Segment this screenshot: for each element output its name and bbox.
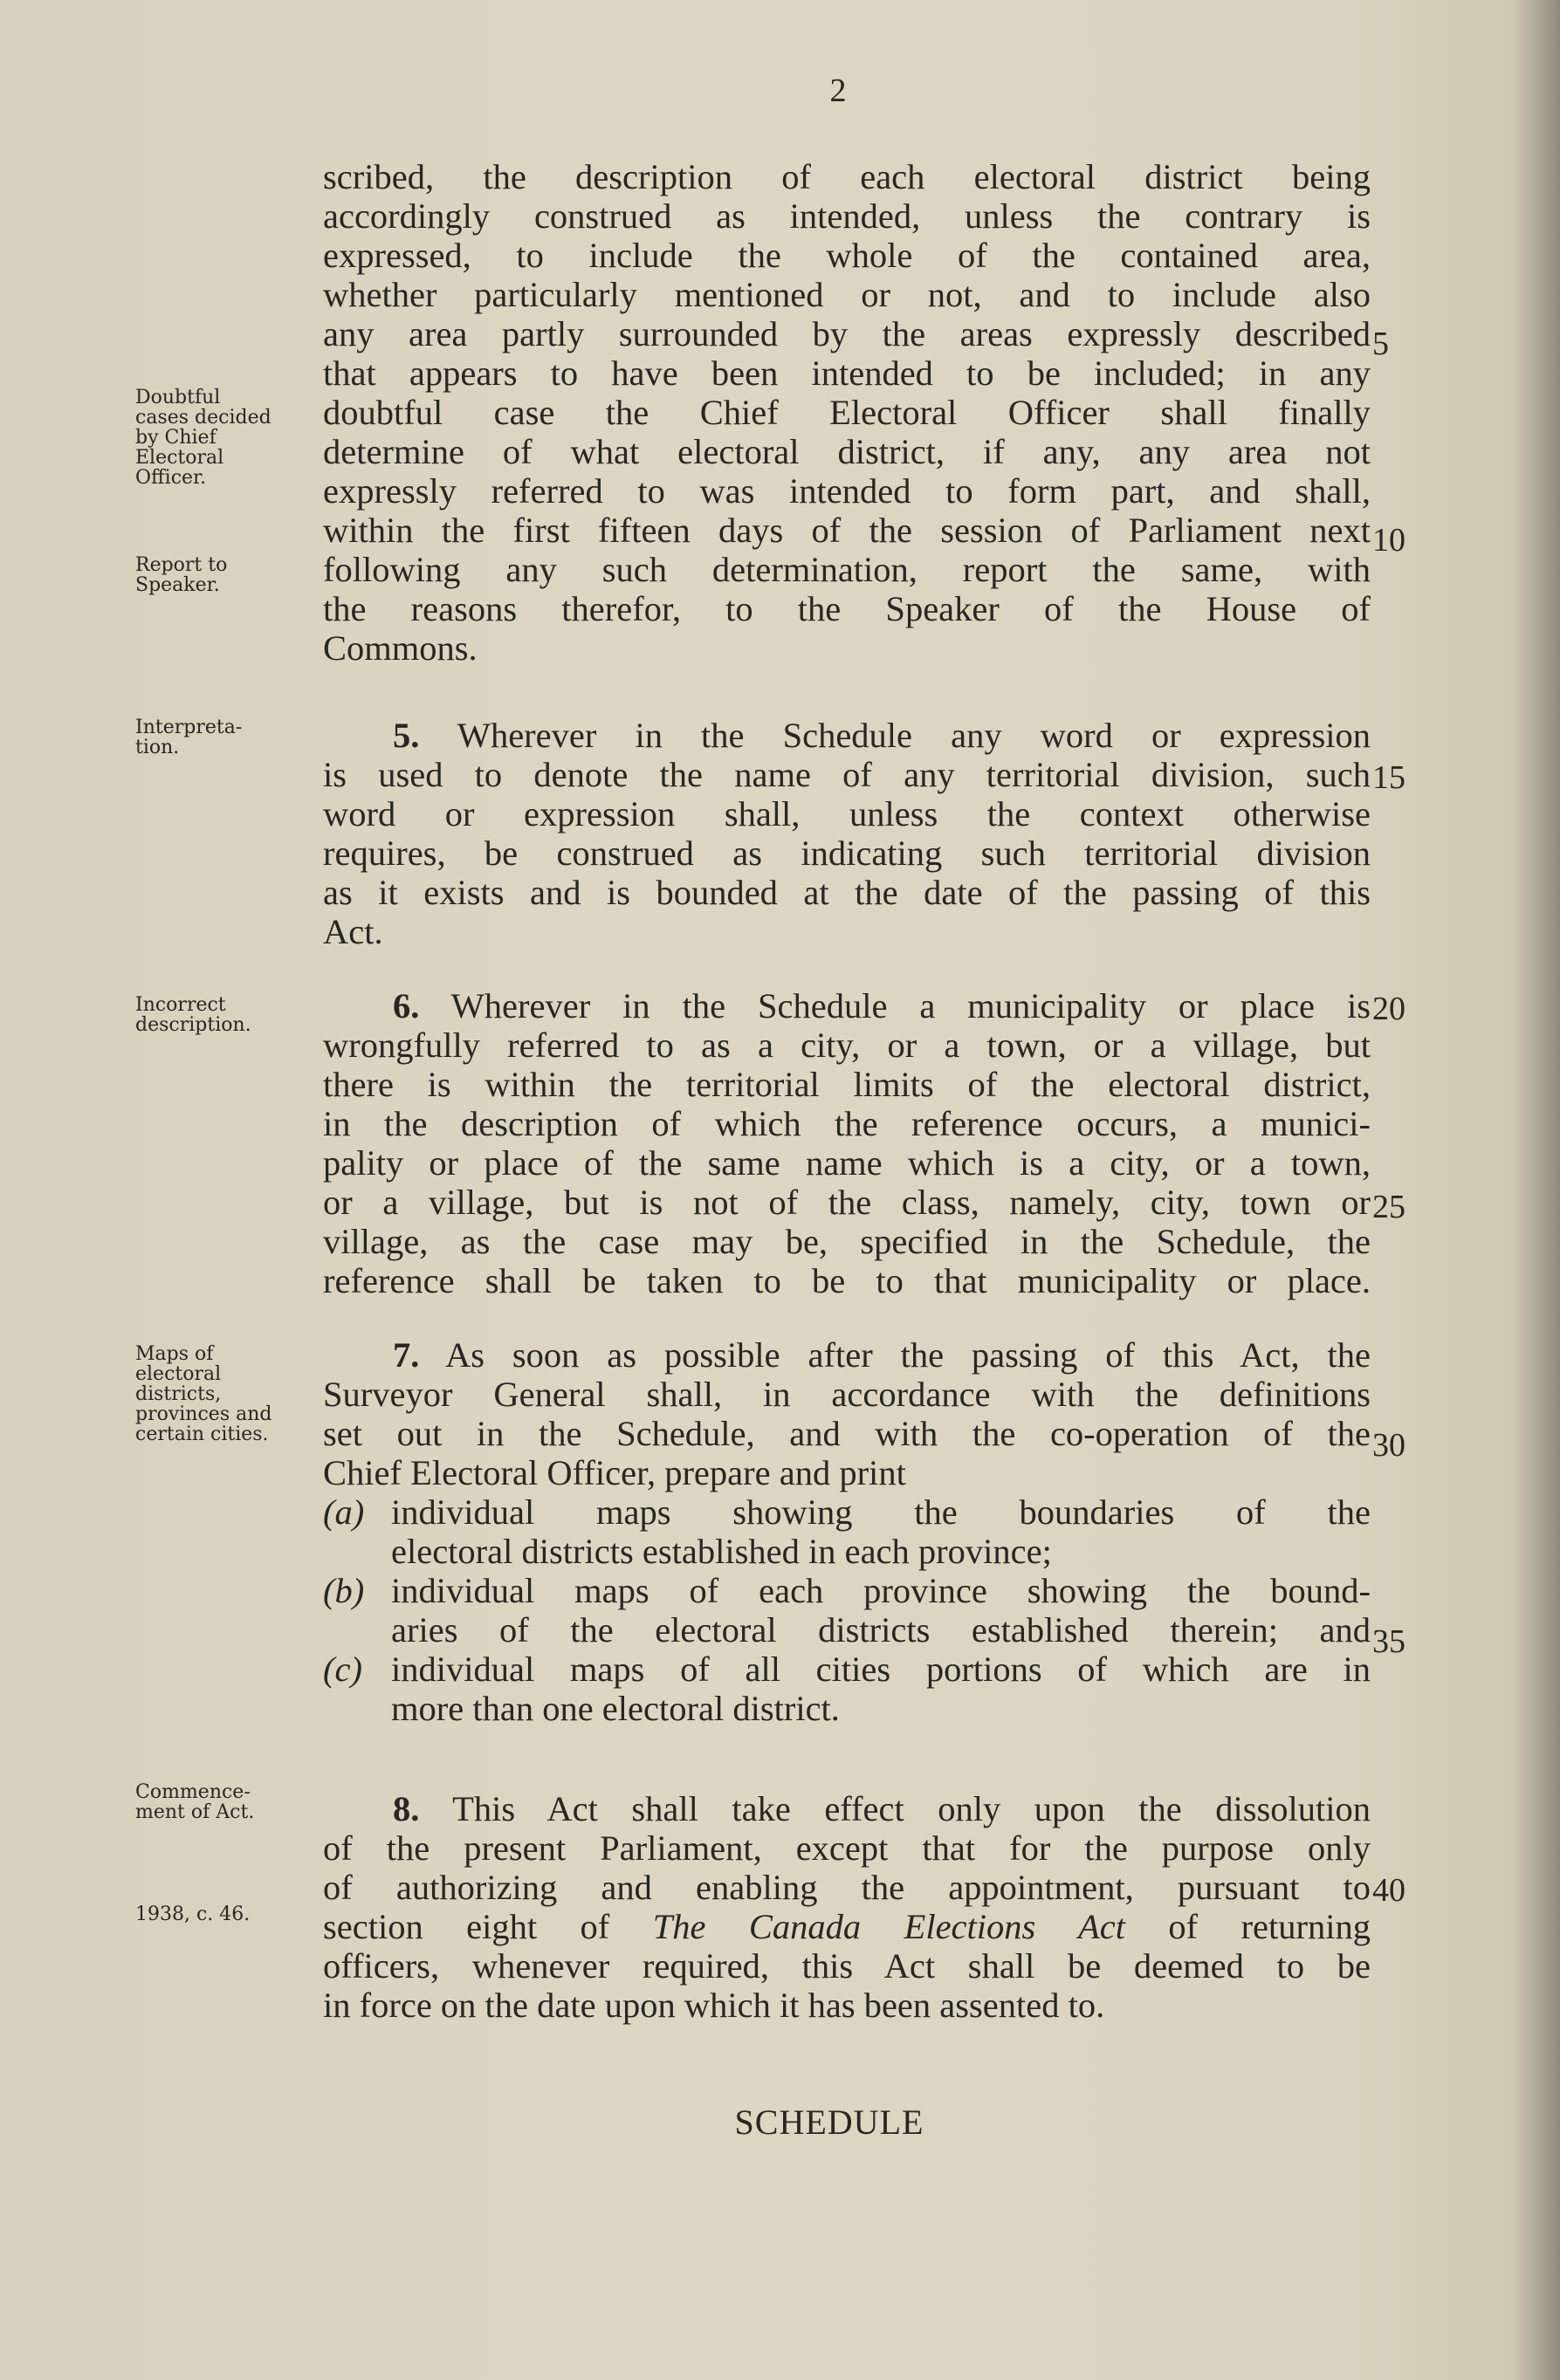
margin-note-line: cases decided: [135, 407, 271, 429]
section-first-line: [323, 986, 1371, 1025]
section-first-line: [323, 1789, 1371, 1828]
margin-note-line: Speaker.: [135, 574, 220, 596]
text-fragment: individual maps of each province showing the bound-: [391, 1571, 1371, 1610]
text-fragment: individual maps showing the boundaries of the: [391, 1492, 1371, 1532]
line-number: 40: [1372, 1872, 1405, 1909]
text-line: requires, be construed as indicating such territorial division: [323, 833, 1371, 873]
section-first-line: [323, 716, 1371, 755]
margin-note-maps: [135, 1344, 319, 1444]
text-line: more than one electoral district.: [391, 1689, 840, 1728]
line-number: 30: [1372, 1427, 1405, 1464]
text-line: any area partly surrounded by the areas expressly described: [323, 314, 1371, 353]
line-number: 5: [1372, 326, 1389, 362]
margin-note-line: Maps of: [135, 1343, 214, 1365]
margin-note-line: Report to: [135, 554, 228, 576]
text-line: as it exists and is bounded at the date of the passing of this: [323, 873, 1371, 912]
text-line: expressly referred to was intended to form part, and shall,: [323, 471, 1371, 511]
line-number: 20: [1372, 991, 1405, 1027]
text-line: expressed, to include the whole of the contained area,: [323, 236, 1371, 275]
margin-note-line: districts,: [135, 1383, 222, 1405]
margin-note-line: tion.: [135, 737, 180, 758]
text-line: there is within the territorial limits of the electoral district,: [323, 1065, 1371, 1104]
text-line: Act.: [323, 912, 383, 951]
section-8: [323, 1789, 1371, 2025]
margin-note-report-to-speaker: [135, 555, 319, 595]
text-line: whether particularly mentioned or not, and to include also: [323, 275, 1371, 314]
text-line-with-citation: [323, 1907, 1371, 1946]
text-line: following any such determination, report the same, with: [323, 550, 1371, 589]
text-line: Surveyor General shall, in accordance with the definitions: [323, 1375, 1371, 1414]
margin-note-line: certain cities.: [135, 1423, 269, 1445]
text-fragment: of returning: [1168, 1907, 1371, 1946]
text-line: doubtful case the Chief Electoral Officer shall finally: [323, 393, 1371, 432]
line-number: 25: [1372, 1189, 1405, 1225]
text-line: accordingly construed as intended, unless the contrary is: [323, 196, 1371, 236]
text-line: of the present Parliament, except that for the purpose only: [323, 1828, 1371, 1868]
list-item-b: [323, 1571, 1371, 1610]
margin-note-doubtful-cases: [135, 388, 319, 488]
text-line: within the first fifteen days of the session of Parliament next: [323, 511, 1371, 550]
line-number: 10: [1372, 522, 1405, 559]
line-number: 35: [1372, 1623, 1405, 1660]
margin-note-line: ment of Act.: [135, 1801, 255, 1823]
text-line: is used to denote the name of any territorial division, such: [323, 755, 1371, 794]
margin-note-line: Commence-: [135, 1781, 251, 1803]
text-line: aries of the electoral districts established therein; and: [391, 1610, 1371, 1650]
text-fragment: Wherever in the Schedule any word or expression: [457, 716, 1371, 755]
section-number: 8.: [393, 1789, 420, 1828]
paragraph-4-continuation: [323, 157, 1371, 668]
text-fragment: section eight of: [323, 1907, 610, 1946]
margin-note-line: Interpreta-: [135, 717, 243, 738]
section-number: 7.: [393, 1335, 420, 1375]
margin-note-line: electoral: [135, 1363, 222, 1385]
text-line: electoral districts established in each province;: [391, 1532, 1052, 1571]
act-title: The Canada Elections Act: [652, 1907, 1125, 1946]
text-line: or a village, but is not of the class, namely, city, town or: [323, 1183, 1371, 1222]
text-line: that appears to have been intended to be included; in any: [323, 353, 1371, 393]
item-label: (a): [323, 1492, 365, 1532]
margin-note-citation: 1938, c. 46.: [135, 1903, 251, 1925]
text-line: wrongfully referred to as a city, or a town, or a village, but: [323, 1025, 1371, 1065]
margin-note-line: Incorrect: [135, 994, 226, 1016]
line-number: 15: [1372, 759, 1405, 796]
text-fragment: This Act shall take effect only upon the dissolution: [452, 1789, 1371, 1828]
section-6: [323, 986, 1371, 1300]
section-first-line: [323, 1335, 1371, 1375]
page-number: 2: [829, 72, 847, 109]
margin-note-line: Officer.: [135, 467, 207, 489]
text-line: village, as the case may be, specified in the Schedule, the: [323, 1222, 1371, 1261]
text-line: officers, whenever required, this Act shall be deemed to be: [323, 1946, 1371, 1986]
text-line: of authorizing and enabling the appointment, pursuant to: [323, 1868, 1371, 1907]
text-line: the reasons therefor, to the Speaker of the House of: [323, 589, 1371, 628]
item-label: (b): [323, 1571, 365, 1610]
text-line: Chief Electoral Officer, prepare and print: [323, 1453, 906, 1492]
text-line: reference shall be taken to be to that municipality or place.: [323, 1261, 1371, 1300]
margin-note-incorrect-description: [135, 995, 319, 1035]
text-line: in force on the date upon which it has been assented to.: [323, 1986, 1105, 2025]
margin-note-line: Doubtful: [135, 387, 221, 408]
text-fragment: Wherever in the Schedule a municipality or place is: [450, 986, 1371, 1025]
text-line: set out in the Schedule, and with the co-operation of the: [323, 1414, 1371, 1453]
margin-note-line: provinces and: [135, 1403, 272, 1425]
list-item-a: [323, 1492, 1371, 1532]
margin-note-interpretation: [135, 717, 319, 758]
margin-note-commencement: [135, 1782, 319, 1822]
text-line: scribed, the description of each electoral district being: [323, 157, 1371, 196]
section-5: [323, 716, 1371, 951]
text-line: word or expression shall, unless the context otherwise: [323, 794, 1371, 833]
margin-note-line: description.: [135, 1014, 251, 1036]
item-label: (c): [323, 1650, 362, 1689]
text-fragment: individual maps of all cities portions of which are in: [391, 1650, 1371, 1689]
section-number: 5.: [393, 716, 420, 755]
text-line: determine of what electoral district, if any, any area not: [323, 432, 1371, 471]
section-number: 6.: [393, 986, 420, 1025]
schedule-heading: SCHEDULE: [734, 2102, 924, 2142]
margin-note-line: Electoral: [135, 447, 224, 469]
text-line: Commons.: [323, 628, 478, 668]
section-7: [323, 1335, 1371, 1728]
list-item-c: [323, 1650, 1371, 1689]
text-line: in the description of which the reference occurs, a munici-: [323, 1104, 1371, 1143]
text-line: pality or place of the same name which is a city, or a town,: [323, 1143, 1371, 1183]
margin-note-line: by Chief: [135, 427, 216, 449]
text-fragment: As soon as possible after the passing of this Act, the: [445, 1335, 1371, 1375]
